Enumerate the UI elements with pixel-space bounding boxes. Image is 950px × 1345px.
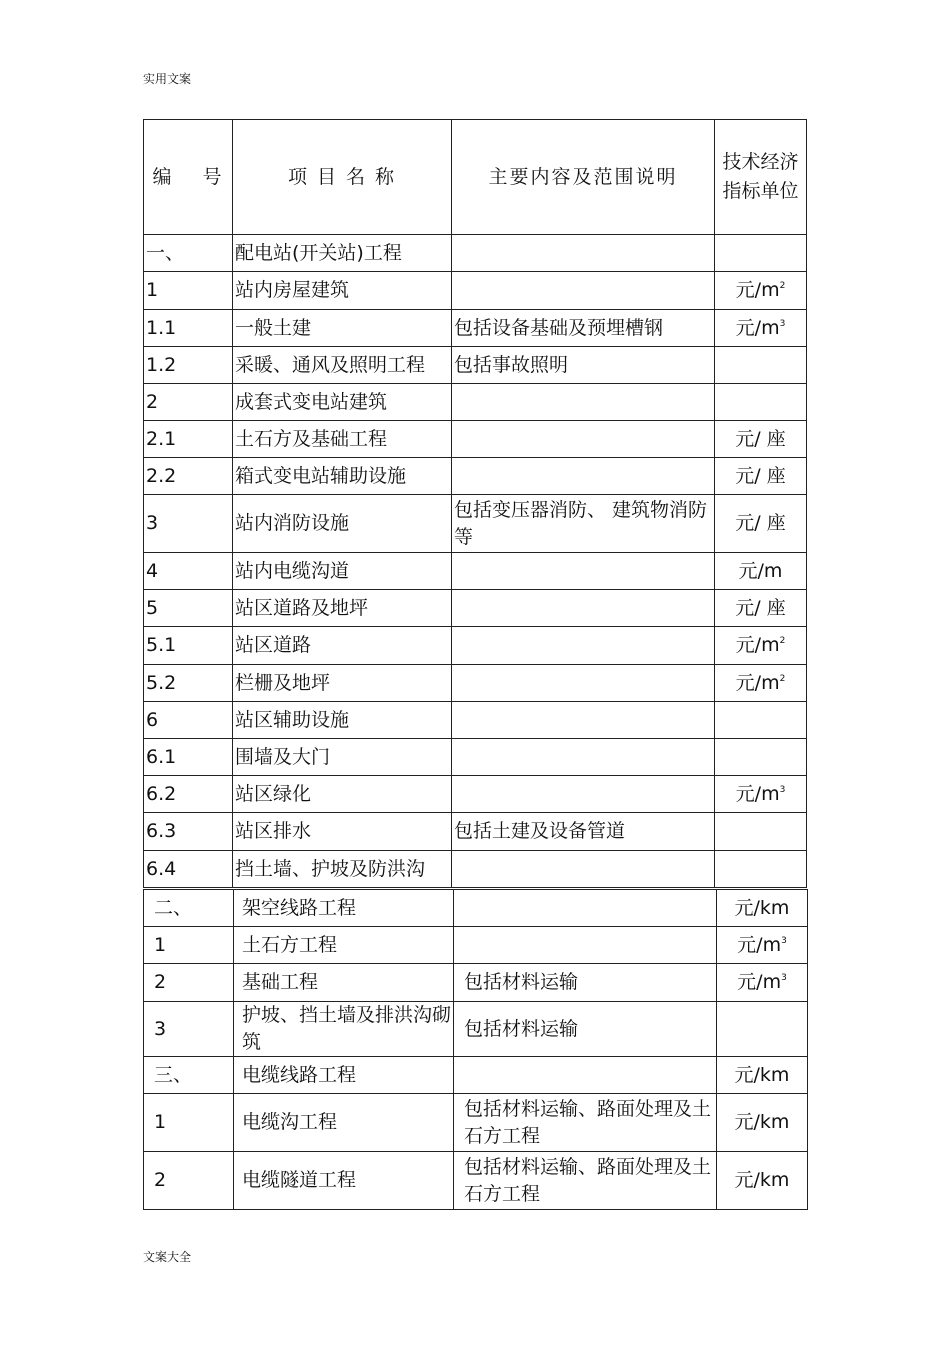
row-description <box>454 1057 717 1094</box>
row-unit <box>715 495 807 553</box>
row-unit-text: 元/ 座 <box>735 596 786 619</box>
row-name-text: 电缆隧道工程 <box>242 1169 357 1191</box>
row-number <box>144 235 233 272</box>
row-name <box>233 458 452 495</box>
row-number <box>144 272 233 310</box>
row-name <box>234 1002 454 1057</box>
row-unit-text: 元/ 座 <box>735 464 786 487</box>
table-row <box>144 235 807 272</box>
row-name-text: 架空线路工程 <box>242 896 357 919</box>
row-number-text: 1.1 <box>146 316 177 339</box>
row-number <box>144 813 233 851</box>
table-row <box>144 964 808 1002</box>
row-number-text: 二、 <box>154 896 193 919</box>
table-row <box>144 384 807 421</box>
row-unit <box>715 776 807 813</box>
row-number <box>144 458 233 495</box>
row-name-text: 电缆沟工程 <box>242 1111 338 1133</box>
row-description <box>454 890 717 927</box>
row-name <box>233 384 452 421</box>
row-number-text: 2 <box>146 390 159 413</box>
row-description <box>452 495 715 553</box>
row-unit <box>715 235 807 272</box>
table-row <box>144 627 807 665</box>
table-row <box>144 495 807 553</box>
page-footer: 文案大全 <box>143 1250 192 1264</box>
row-number-text: 4 <box>146 559 159 582</box>
row-unit-text: 元/m <box>735 316 780 339</box>
unit-exponent: 2 <box>779 636 786 646</box>
row-number-text: 6.1 <box>146 745 177 768</box>
row-name <box>233 272 452 310</box>
table-row <box>144 739 807 776</box>
row-name-text: 土石方工程 <box>242 933 338 956</box>
row-unit <box>715 421 807 458</box>
row-number <box>144 665 233 702</box>
row-description <box>452 590 715 627</box>
row-number-text: 一、 <box>146 241 185 264</box>
row-unit-text: 元/km <box>734 1111 790 1133</box>
row-unit <box>715 851 807 888</box>
row-unit <box>715 627 807 665</box>
row-unit-text: 元/km <box>734 1169 790 1191</box>
row-unit <box>715 813 807 851</box>
row-description <box>452 665 715 702</box>
table-header-row <box>144 120 807 235</box>
row-description <box>452 384 715 421</box>
row-description <box>454 964 717 1002</box>
row-number-text: 2 <box>154 1169 167 1191</box>
row-name-text: 配电站(开关站)工程 <box>235 241 402 264</box>
row-name-text: 站区辅助设施 <box>235 708 350 731</box>
row-unit <box>715 347 807 384</box>
table-row <box>144 776 807 813</box>
table-row <box>144 272 807 310</box>
row-number <box>144 1057 234 1094</box>
row-description <box>452 702 715 739</box>
row-unit <box>715 739 807 776</box>
row-unit <box>717 890 808 927</box>
unit-exponent: 3 <box>781 935 787 946</box>
row-number <box>144 384 233 421</box>
table-body-part1 <box>144 235 807 888</box>
row-name-text: 基础工程 <box>242 971 319 993</box>
row-unit <box>717 927 808 964</box>
row-name <box>233 421 452 458</box>
row-number-text: 5.2 <box>146 671 177 694</box>
row-number-text: 3 <box>146 512 159 534</box>
row-name <box>233 813 452 851</box>
row-description <box>452 347 715 384</box>
row-description <box>452 776 715 813</box>
row-unit-text: 元/m <box>737 971 782 993</box>
unit-exponent: 2 <box>779 281 786 291</box>
indicator-table-part1 <box>143 119 807 888</box>
page-header: 实用文案 <box>143 72 192 86</box>
row-number <box>144 495 233 553</box>
row-name-text: 护坡、挡土墙及排洪沟砌筑 <box>242 1004 452 1053</box>
row-number-text: 2.1 <box>146 427 177 450</box>
row-unit-text: 元/m <box>735 671 780 694</box>
row-name <box>233 495 452 553</box>
row-unit <box>717 1094 808 1152</box>
table-row <box>144 347 807 384</box>
row-name <box>233 235 452 272</box>
row-number-text: 2 <box>154 971 167 993</box>
row-name-text: 站内消防设施 <box>235 512 350 534</box>
unit-exponent: 2 <box>779 673 786 684</box>
table-row <box>144 702 807 739</box>
row-number <box>144 739 233 776</box>
row-number <box>144 1152 234 1210</box>
row-unit <box>715 665 807 702</box>
row-description <box>452 235 715 272</box>
table-row <box>144 458 807 495</box>
table-row <box>144 927 808 964</box>
row-name <box>234 890 454 927</box>
row-description <box>452 813 715 851</box>
row-description-text: 包括设备基础及预埋槽钢 <box>454 316 664 339</box>
row-unit <box>715 702 807 739</box>
table-row <box>144 1094 808 1152</box>
row-description <box>452 851 715 888</box>
row-unit <box>715 310 807 347</box>
row-name-text: 围墙及大门 <box>235 745 331 768</box>
row-number <box>144 310 233 347</box>
row-name-text: 挡土墙、护坡及防洪沟 <box>235 857 426 880</box>
row-number-text: 1 <box>154 1111 167 1133</box>
row-number-text: 6.2 <box>146 782 177 805</box>
row-name <box>234 1057 454 1094</box>
row-description <box>454 927 717 964</box>
row-unit <box>715 272 807 310</box>
row-name-text: 一般土建 <box>235 316 312 339</box>
row-description <box>454 1152 717 1210</box>
row-number <box>144 1094 234 1152</box>
row-number-text: 5 <box>146 596 159 619</box>
row-name-text: 站区排水 <box>235 820 312 842</box>
row-name <box>233 347 452 384</box>
row-description-text: 包括事故照明 <box>454 353 569 376</box>
table-row <box>144 590 807 627</box>
row-unit-text: 元/m <box>735 634 780 656</box>
row-unit-text: 元/km <box>734 896 790 919</box>
row-description <box>452 458 715 495</box>
row-number-text: 1.2 <box>146 353 177 376</box>
row-unit <box>717 1152 808 1210</box>
header-num: 编 号 <box>144 120 233 235</box>
row-number <box>144 927 234 964</box>
row-description <box>452 272 715 310</box>
row-number <box>144 702 233 739</box>
row-number-text: 1 <box>154 933 167 956</box>
row-number <box>144 347 233 384</box>
row-unit-text: 元/km <box>734 1063 790 1086</box>
row-name <box>234 1094 454 1152</box>
row-unit-text: 元/m <box>738 559 783 582</box>
row-number <box>144 553 233 590</box>
row-description <box>452 553 715 590</box>
header-name: 项 目 名 称 <box>233 120 452 235</box>
row-description <box>452 310 715 347</box>
row-name-text: 成套式变电站建筑 <box>235 390 388 413</box>
row-description <box>452 627 715 665</box>
row-unit-text: 元/m <box>735 279 780 301</box>
row-number <box>144 627 233 665</box>
row-number-text: 5.1 <box>146 634 177 656</box>
row-description-text: 包括材料运输、路面处理及土石方工程 <box>464 1097 712 1147</box>
row-name <box>233 553 452 590</box>
header-desc: 主要内容及范围说明 <box>452 120 715 235</box>
table-row <box>144 1002 808 1057</box>
row-name-text: 箱式变电站辅助设施 <box>235 464 407 487</box>
row-unit <box>715 553 807 590</box>
row-description-text: 包括变压器消防、 建筑物消防等 <box>454 498 708 548</box>
row-unit <box>717 1002 808 1057</box>
row-number-text: 6.3 <box>146 820 177 842</box>
unit-exponent: 3 <box>779 784 786 795</box>
row-number-text: 1 <box>146 279 159 301</box>
row-description <box>452 739 715 776</box>
row-number-text: 3 <box>154 1017 167 1040</box>
row-number <box>144 1002 234 1057</box>
row-number <box>144 964 234 1002</box>
row-number <box>144 776 233 813</box>
unit-exponent: 3 <box>781 973 787 983</box>
row-name <box>234 1152 454 1210</box>
row-number <box>144 590 233 627</box>
row-name <box>233 310 452 347</box>
row-name-text: 电缆线路工程 <box>242 1063 357 1086</box>
table-row <box>144 421 807 458</box>
indicator-table-part2 <box>143 889 808 1210</box>
row-number-text: 三、 <box>154 1063 193 1086</box>
row-description <box>454 1002 717 1057</box>
row-number <box>144 421 233 458</box>
table-row <box>144 553 807 590</box>
row-name <box>234 927 454 964</box>
row-number-text: 6.4 <box>146 857 177 880</box>
row-name <box>234 964 454 1002</box>
row-name-text: 土石方及基础工程 <box>235 427 388 450</box>
row-number <box>144 890 234 927</box>
table-row <box>144 890 808 927</box>
row-unit-text: 元/m <box>737 933 782 956</box>
row-name <box>233 627 452 665</box>
row-description-text: 包括材料运输 <box>464 971 579 993</box>
table-row <box>144 310 807 347</box>
table-body-part2 <box>144 890 808 1210</box>
row-name <box>233 590 452 627</box>
row-unit <box>717 964 808 1002</box>
row-name-text: 采暖、通风及照明工程 <box>235 353 426 376</box>
row-name <box>233 665 452 702</box>
row-description-text: 包括土建及设备管道 <box>454 820 626 842</box>
row-unit <box>717 1057 808 1094</box>
row-description <box>454 1094 717 1152</box>
table-row <box>144 665 807 702</box>
row-unit-text: 元/m <box>735 782 780 805</box>
row-name-text: 站区道路 <box>235 634 312 656</box>
table-row <box>144 813 807 851</box>
row-name-text: 栏栅及地坪 <box>235 671 331 694</box>
row-name-text: 站区绿化 <box>235 782 312 805</box>
row-unit <box>715 590 807 627</box>
row-name <box>233 776 452 813</box>
row-unit <box>715 458 807 495</box>
row-description <box>452 421 715 458</box>
table-row <box>144 1152 808 1210</box>
row-number <box>144 851 233 888</box>
row-name-text: 站内房屋建筑 <box>235 279 350 301</box>
row-unit-text: 元/ 座 <box>735 427 786 450</box>
row-unit-text: 元/ 座 <box>735 512 786 534</box>
table-row <box>144 851 807 888</box>
table-row <box>144 1057 808 1094</box>
row-number-text: 6 <box>146 708 159 731</box>
row-name-text: 站内电缆沟道 <box>235 559 350 582</box>
row-description-text: 包括材料运输、路面处理及土石方工程 <box>464 1155 712 1205</box>
row-name-text: 站区道路及地坪 <box>235 596 369 619</box>
row-number-text: 2.2 <box>146 464 177 487</box>
row-name <box>233 739 452 776</box>
row-description-text: 包括材料运输 <box>464 1017 579 1040</box>
row-name <box>233 702 452 739</box>
row-unit <box>715 384 807 421</box>
unit-exponent: 3 <box>779 318 786 329</box>
header-unit: 技术经济指标单位 <box>715 120 807 235</box>
row-name <box>233 851 452 888</box>
